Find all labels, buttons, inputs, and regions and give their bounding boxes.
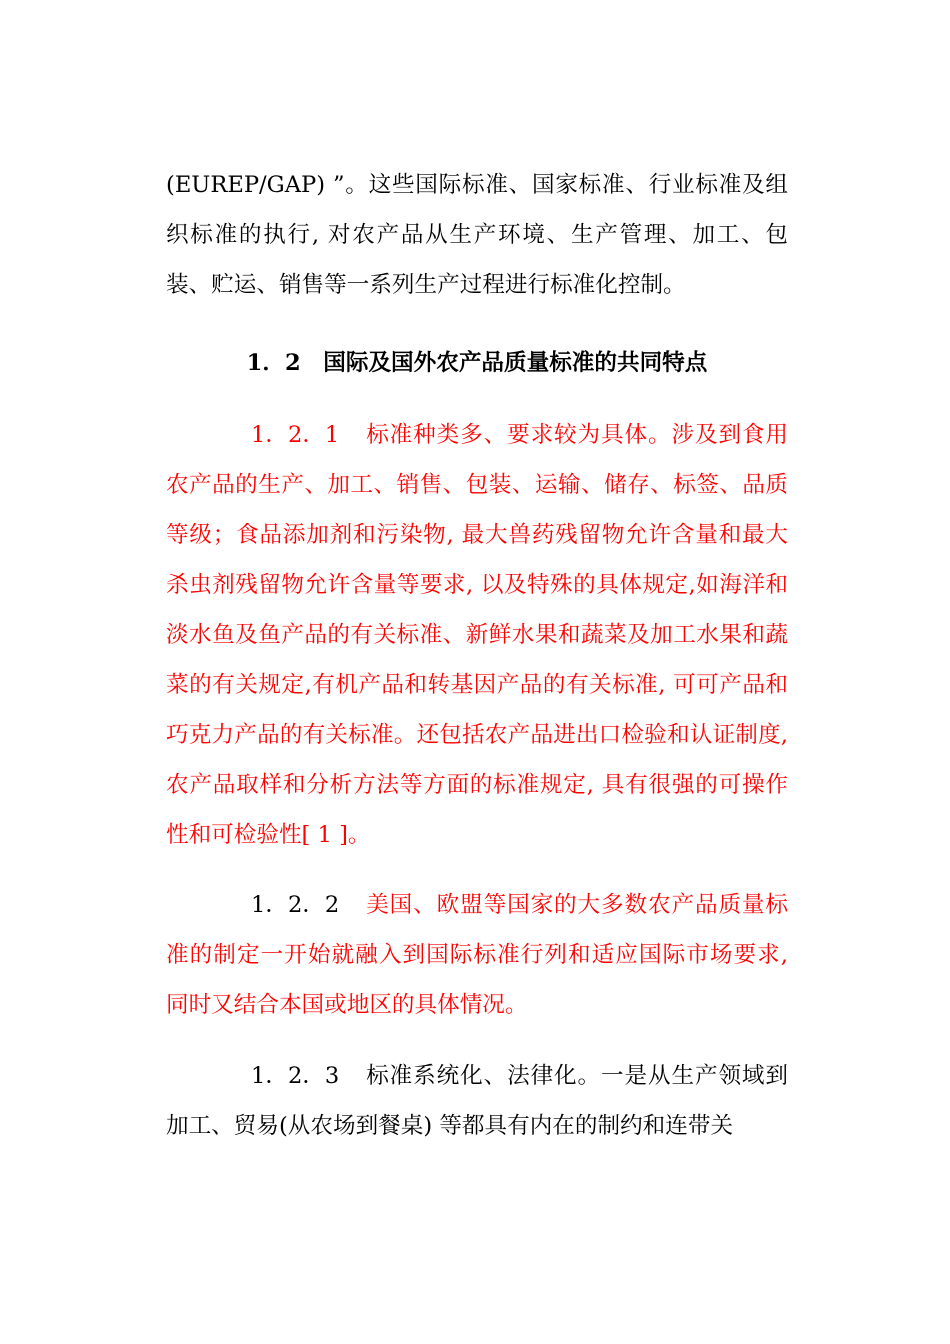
paragraph-1-2-2-number: 1．2．2: [251, 892, 340, 918]
paragraph-1-2-3-number: 1．2．3: [251, 1063, 340, 1089]
paragraph-1-2-2-text: 美国、欧盟等国家的大多数农产品质量标准的制定一开始就融入到国际标准行列和适应国际市场要求, 同时又结合本国或地区的具体情况。: [166, 892, 788, 1018]
paragraph-1-2-2: [166, 880, 788, 1030]
paragraph-intro: [166, 160, 788, 310]
paragraph-1-2-1-number: 1．2．1: [251, 422, 340, 448]
paragraph-1-2-3-text: 标准系统化、法律化。一是从生产领域到加工、贸易(从农场到餐桌) 等都具有内在的制约和连带关: [166, 1063, 788, 1139]
paragraph-1-2-1-text: 标准种类多、要求较为具体。涉及到食用农产品的生产、加工、销售、包装、运输、储存、标签、品质等级；食品添加剂和污染物, 最大兽药残留物允许含量和最大杀虫剂残留物允许含量等要求, 以及特殊的具体规定,如海洋和淡水鱼及鱼产品的有关标准、新鲜水果和蔬菜及加工水果和蔬菜的有关规定,有机产品和转基因产品的有关标准, 可可产品和巧克力产品的有关标准。还包括农产品进出口检验和认证制度, 农产品取样和分析方法等方面的标准规定, 具有很强的可操作性和可检验性[ 1 ]。: [166, 422, 788, 848]
paragraph-intro-text: (EUREP/GAP) ”。这些国际标准、国家标准、行业标准及组织标准的执行, 对农产品从生产环境、生产管理、加工、包装、贮运、销售等一系列生产过程进行标准化控制。: [166, 172, 788, 298]
section-heading: 1．2 国际及国外农产品质量标准的共同特点: [246, 350, 708, 376]
paragraph-1-2-3: [166, 1051, 788, 1151]
paragraph-1-2-1: [166, 410, 788, 860]
